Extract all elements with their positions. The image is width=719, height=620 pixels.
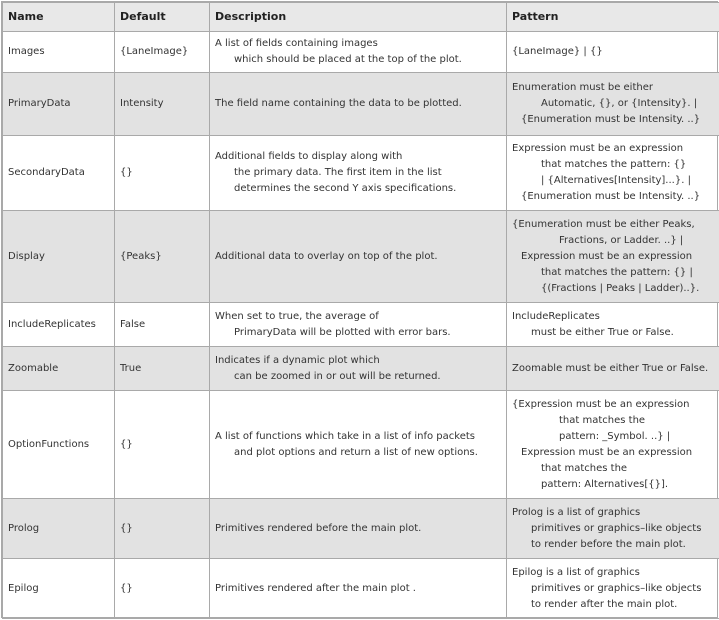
- option-description: [210, 303, 507, 347]
- pattern-line: primitives or graphics–like objects: [531, 522, 702, 534]
- option-default: {}: [115, 391, 210, 499]
- option-default: {}: [115, 136, 210, 211]
- pattern-line: {LaneImage} | {}: [512, 46, 603, 57]
- option-description: [210, 211, 507, 303]
- description-line: the primary data. The first item in the list: [234, 167, 442, 178]
- option-pattern: [507, 391, 719, 499]
- option-description: [210, 499, 507, 559]
- option-name: SecondaryData: [3, 136, 115, 211]
- description-line: which should be placed at the top of the plot.: [234, 54, 462, 65]
- pattern-line: to render after the main plot.: [531, 598, 678, 610]
- table-row: [3, 136, 719, 211]
- option-pattern: [507, 73, 719, 136]
- option-name: Display: [3, 211, 115, 303]
- option-name: Images: [3, 32, 115, 73]
- option-name: Prolog: [3, 499, 115, 559]
- pattern-line: Automatic, {}, or {Intensity}. |: [541, 98, 698, 109]
- option-name: IncludeReplicates: [3, 303, 115, 347]
- pattern-line: Zoomable must be either True or False.: [512, 362, 709, 374]
- option-pattern: [507, 559, 719, 619]
- description-line: When set to true, the average of: [215, 310, 379, 322]
- header-pattern: Pattern: [507, 3, 719, 32]
- pattern-line: that matches the: [559, 414, 646, 426]
- pattern-line: {Expression must be an expression: [512, 398, 690, 410]
- table-row: [3, 499, 719, 559]
- pattern-line: | {Alternatives[Intensity]...}. |: [541, 175, 691, 186]
- pattern-line: that matches the: [541, 462, 628, 474]
- description-line: Primitives rendered after the main plot .: [215, 582, 416, 594]
- option-pattern: [507, 32, 719, 73]
- table-row: [3, 32, 719, 73]
- pattern-line: IncludeReplicates: [512, 310, 600, 322]
- table-row: [3, 347, 719, 391]
- option-default: True: [115, 347, 210, 391]
- option-description: [210, 391, 507, 499]
- description-line: A list of fields containing images: [215, 38, 378, 49]
- option-default: False: [115, 303, 210, 347]
- table-row: [3, 303, 719, 347]
- option-description: [210, 32, 507, 73]
- description-line: determines the second Y axis specifications.: [234, 183, 457, 194]
- option-pattern: [507, 347, 719, 391]
- pattern-line: Prolog is a list of graphics: [512, 506, 641, 518]
- description-line: A list of functions which take in a list of info packets: [215, 430, 475, 442]
- pattern-line: Expression must be an expression: [512, 143, 684, 154]
- option-pattern: [507, 136, 719, 211]
- description-line: can be zoomed in or out will be returned.: [234, 370, 441, 382]
- option-description: [210, 136, 507, 211]
- table-row: [3, 211, 719, 303]
- description-line: PrimaryData will be plotted with error bars.: [234, 326, 451, 338]
- description-line: Primitives rendered before the main plot.: [215, 522, 422, 534]
- option-description: [210, 73, 507, 136]
- options-table: [1, 1, 718, 618]
- pattern-line: that matches the pattern: {}: [541, 159, 687, 170]
- pattern-line: {(Fractions | Peaks | Ladder)..}.: [541, 282, 700, 294]
- option-default: {}: [115, 499, 210, 559]
- pattern-line: primitives or graphics–like objects: [531, 582, 702, 594]
- pattern-line: {Enumeration must be Intensity. ..}: [521, 114, 701, 125]
- description-line: and plot options and return a list of new options.: [234, 446, 478, 458]
- description-line: The field name containing the data to be plotted.: [215, 98, 462, 109]
- pattern-line: Fractions, or Ladder. ..} |: [559, 234, 684, 246]
- header-default: Default: [115, 3, 210, 32]
- option-name: Zoomable: [3, 347, 115, 391]
- pattern-line: Epilog is a list of graphics: [512, 566, 640, 578]
- option-pattern: [507, 499, 719, 559]
- pattern-line: Expression must be an expression: [521, 250, 693, 262]
- pattern-line: that matches the pattern: {} |: [541, 266, 693, 278]
- option-default: {LaneImage}: [115, 32, 210, 73]
- option-pattern: [507, 211, 719, 303]
- description-line: Additional fields to display along with: [215, 151, 403, 162]
- header-name: Name: [3, 3, 115, 32]
- header-description: Description: [210, 3, 507, 32]
- option-pattern: [507, 303, 719, 347]
- pattern-line: pattern: Alternatives[{}].: [541, 478, 669, 490]
- pattern-line: to render before the main plot.: [531, 538, 686, 550]
- table-row: [3, 559, 719, 619]
- description-line: Indicates if a dynamic plot which: [215, 354, 380, 366]
- option-default: {Peaks}: [115, 211, 210, 303]
- pattern-line: must be either True or False.: [531, 326, 674, 338]
- table-row: [3, 73, 719, 136]
- option-default: {}: [115, 559, 210, 619]
- pattern-line: Expression must be an expression: [521, 446, 693, 458]
- option-default: Intensity: [115, 73, 210, 136]
- option-description: [210, 347, 507, 391]
- description-line: Additional data to overlay on top of the plot.: [215, 250, 438, 262]
- option-name: PrimaryData: [3, 73, 115, 136]
- option-name: OptionFunctions: [3, 391, 115, 499]
- pattern-line: Enumeration must be either: [512, 82, 653, 93]
- option-description: [210, 559, 507, 619]
- pattern-line: {Enumeration must be Intensity. ..}: [521, 191, 701, 202]
- pattern-line: {Enumeration must be either Peaks,: [512, 218, 695, 230]
- option-name: Epilog: [3, 559, 115, 619]
- table-row: [3, 391, 719, 499]
- header-row: [3, 3, 719, 32]
- pattern-line: pattern: _Symbol. ..} |: [559, 430, 671, 442]
